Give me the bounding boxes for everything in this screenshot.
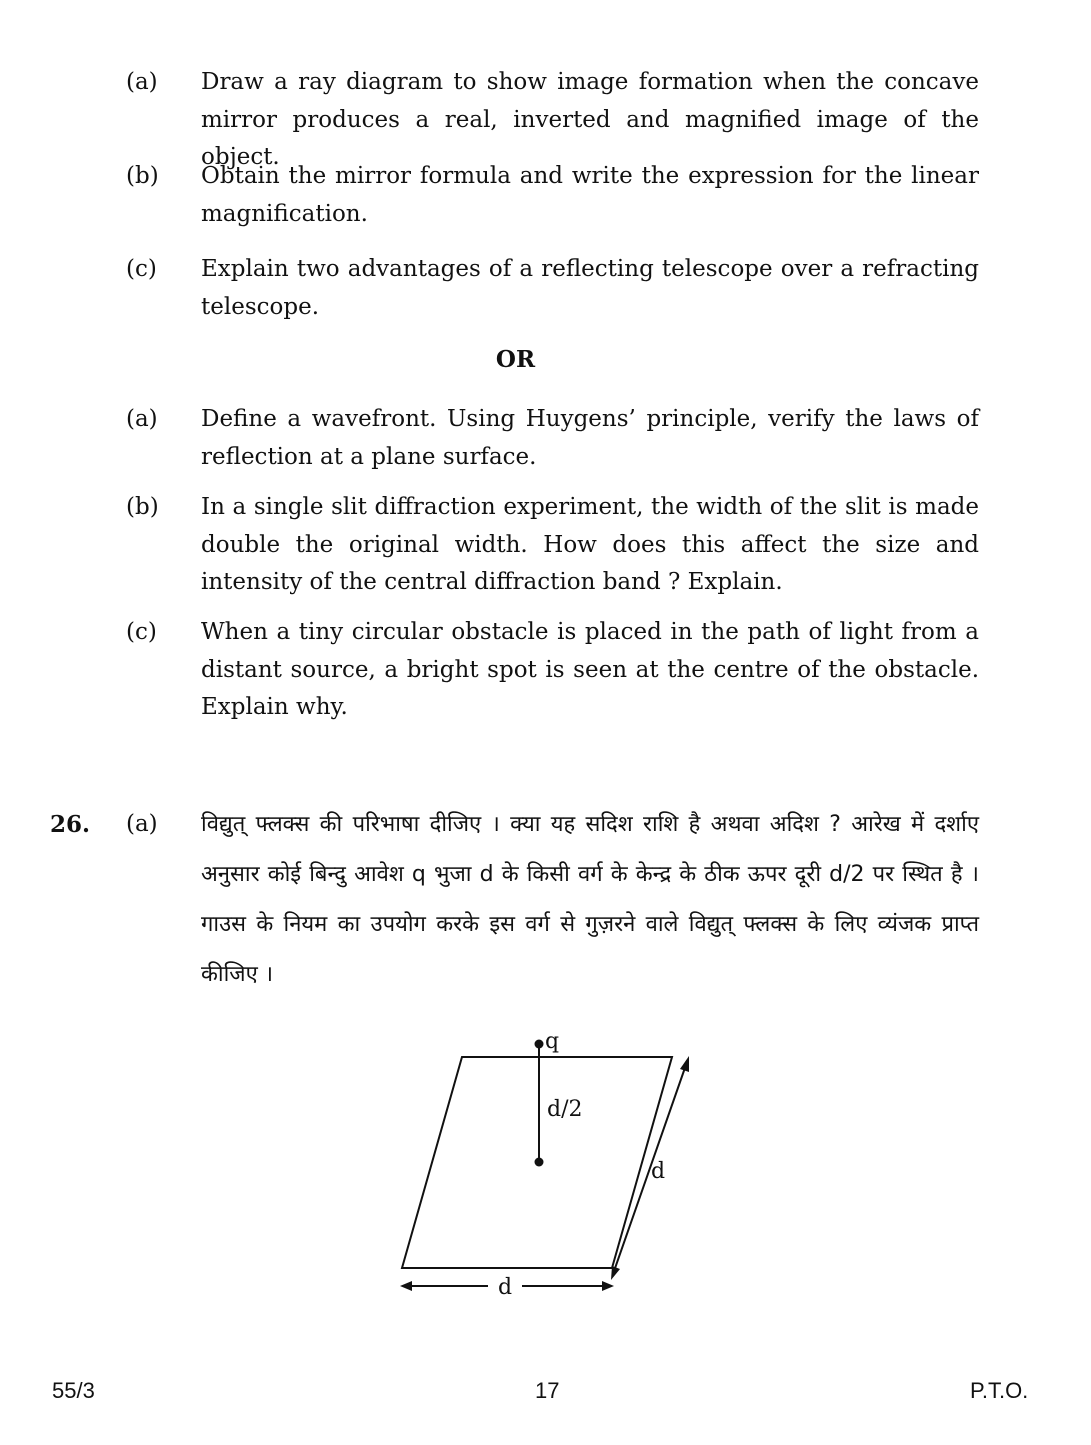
charge-dot [535,1040,544,1049]
part2-c-text: When a tiny circular obstacle is placed in the path of light from a distant source, a bright spot is seen at the centre of the obstacle. Explain why. [201,619,979,720]
bottom-arrow-head-right [602,1281,614,1291]
square-charge-diagram [380,1020,710,1310]
part1-c-text: Explain two advantages of a reflecting telescope over a refracting telescope. [201,256,979,320]
side-arrow-head-bottom [611,1266,620,1280]
bottom-arrow-head-left [400,1281,412,1291]
question-number: 26. [50,811,91,838]
part2-b-label: (b) [126,494,159,520]
pto-label: P.T.O. [970,1378,1029,1403]
charge-label: q [545,1029,560,1054]
side-arrow-line [613,1062,687,1274]
page-number: 17 [535,1378,560,1403]
part1-b-text: Obtain the mirror formula and write the expression for the linear magnification. [201,163,979,227]
part2-b-text: In a single slit diffraction experiment, the width of the slit is made double the original width. How does this affect the size and intensity of the central diffraction band ? Explain. [201,494,979,595]
or-heading: OR [495,346,536,373]
part1-a-text: Draw a ray diagram to show image formation when the concave mirror produces a real, inverted and magnified image of the object. [201,69,979,170]
side-arrow-head-top [680,1056,689,1072]
q26-a-text: विद्युत् फ्लक्स की परिभाषा दीजिए । क्या यह सदिश राशि है अथवा अदिश ? आरेख में दर्शाए अनुसार कोई बिन्दु आवेश q भुजा d के किसी वर्ग के केन्द्र के ठीक ऊपर दूरी d/2 पर स्थित है । गाउस के नियम का उपयोग करके इस वर्ग से गुज़रने वाले विद्युत् फ्लक्स के लिए व्यंजक प्राप्त कीजिए । [201,812,979,987]
part2-a-label: (a) [126,406,158,432]
part2-a-text: Define a wavefront. Using Huygens’ principle, verify the laws of reflection at a plane surface. [201,406,979,470]
part1-a-label: (a) [126,69,158,95]
side-label: d [651,1159,666,1184]
part1-b-label: (b) [126,163,159,189]
center-dot [535,1158,544,1167]
paper-code: 55/3 [52,1378,95,1403]
height-label: d/2 [547,1097,583,1122]
bottom-label: d [498,1275,513,1300]
part1-c-label: (c) [126,256,157,282]
q26-a-label: (a) [126,811,158,837]
part2-c-label: (c) [126,619,157,645]
